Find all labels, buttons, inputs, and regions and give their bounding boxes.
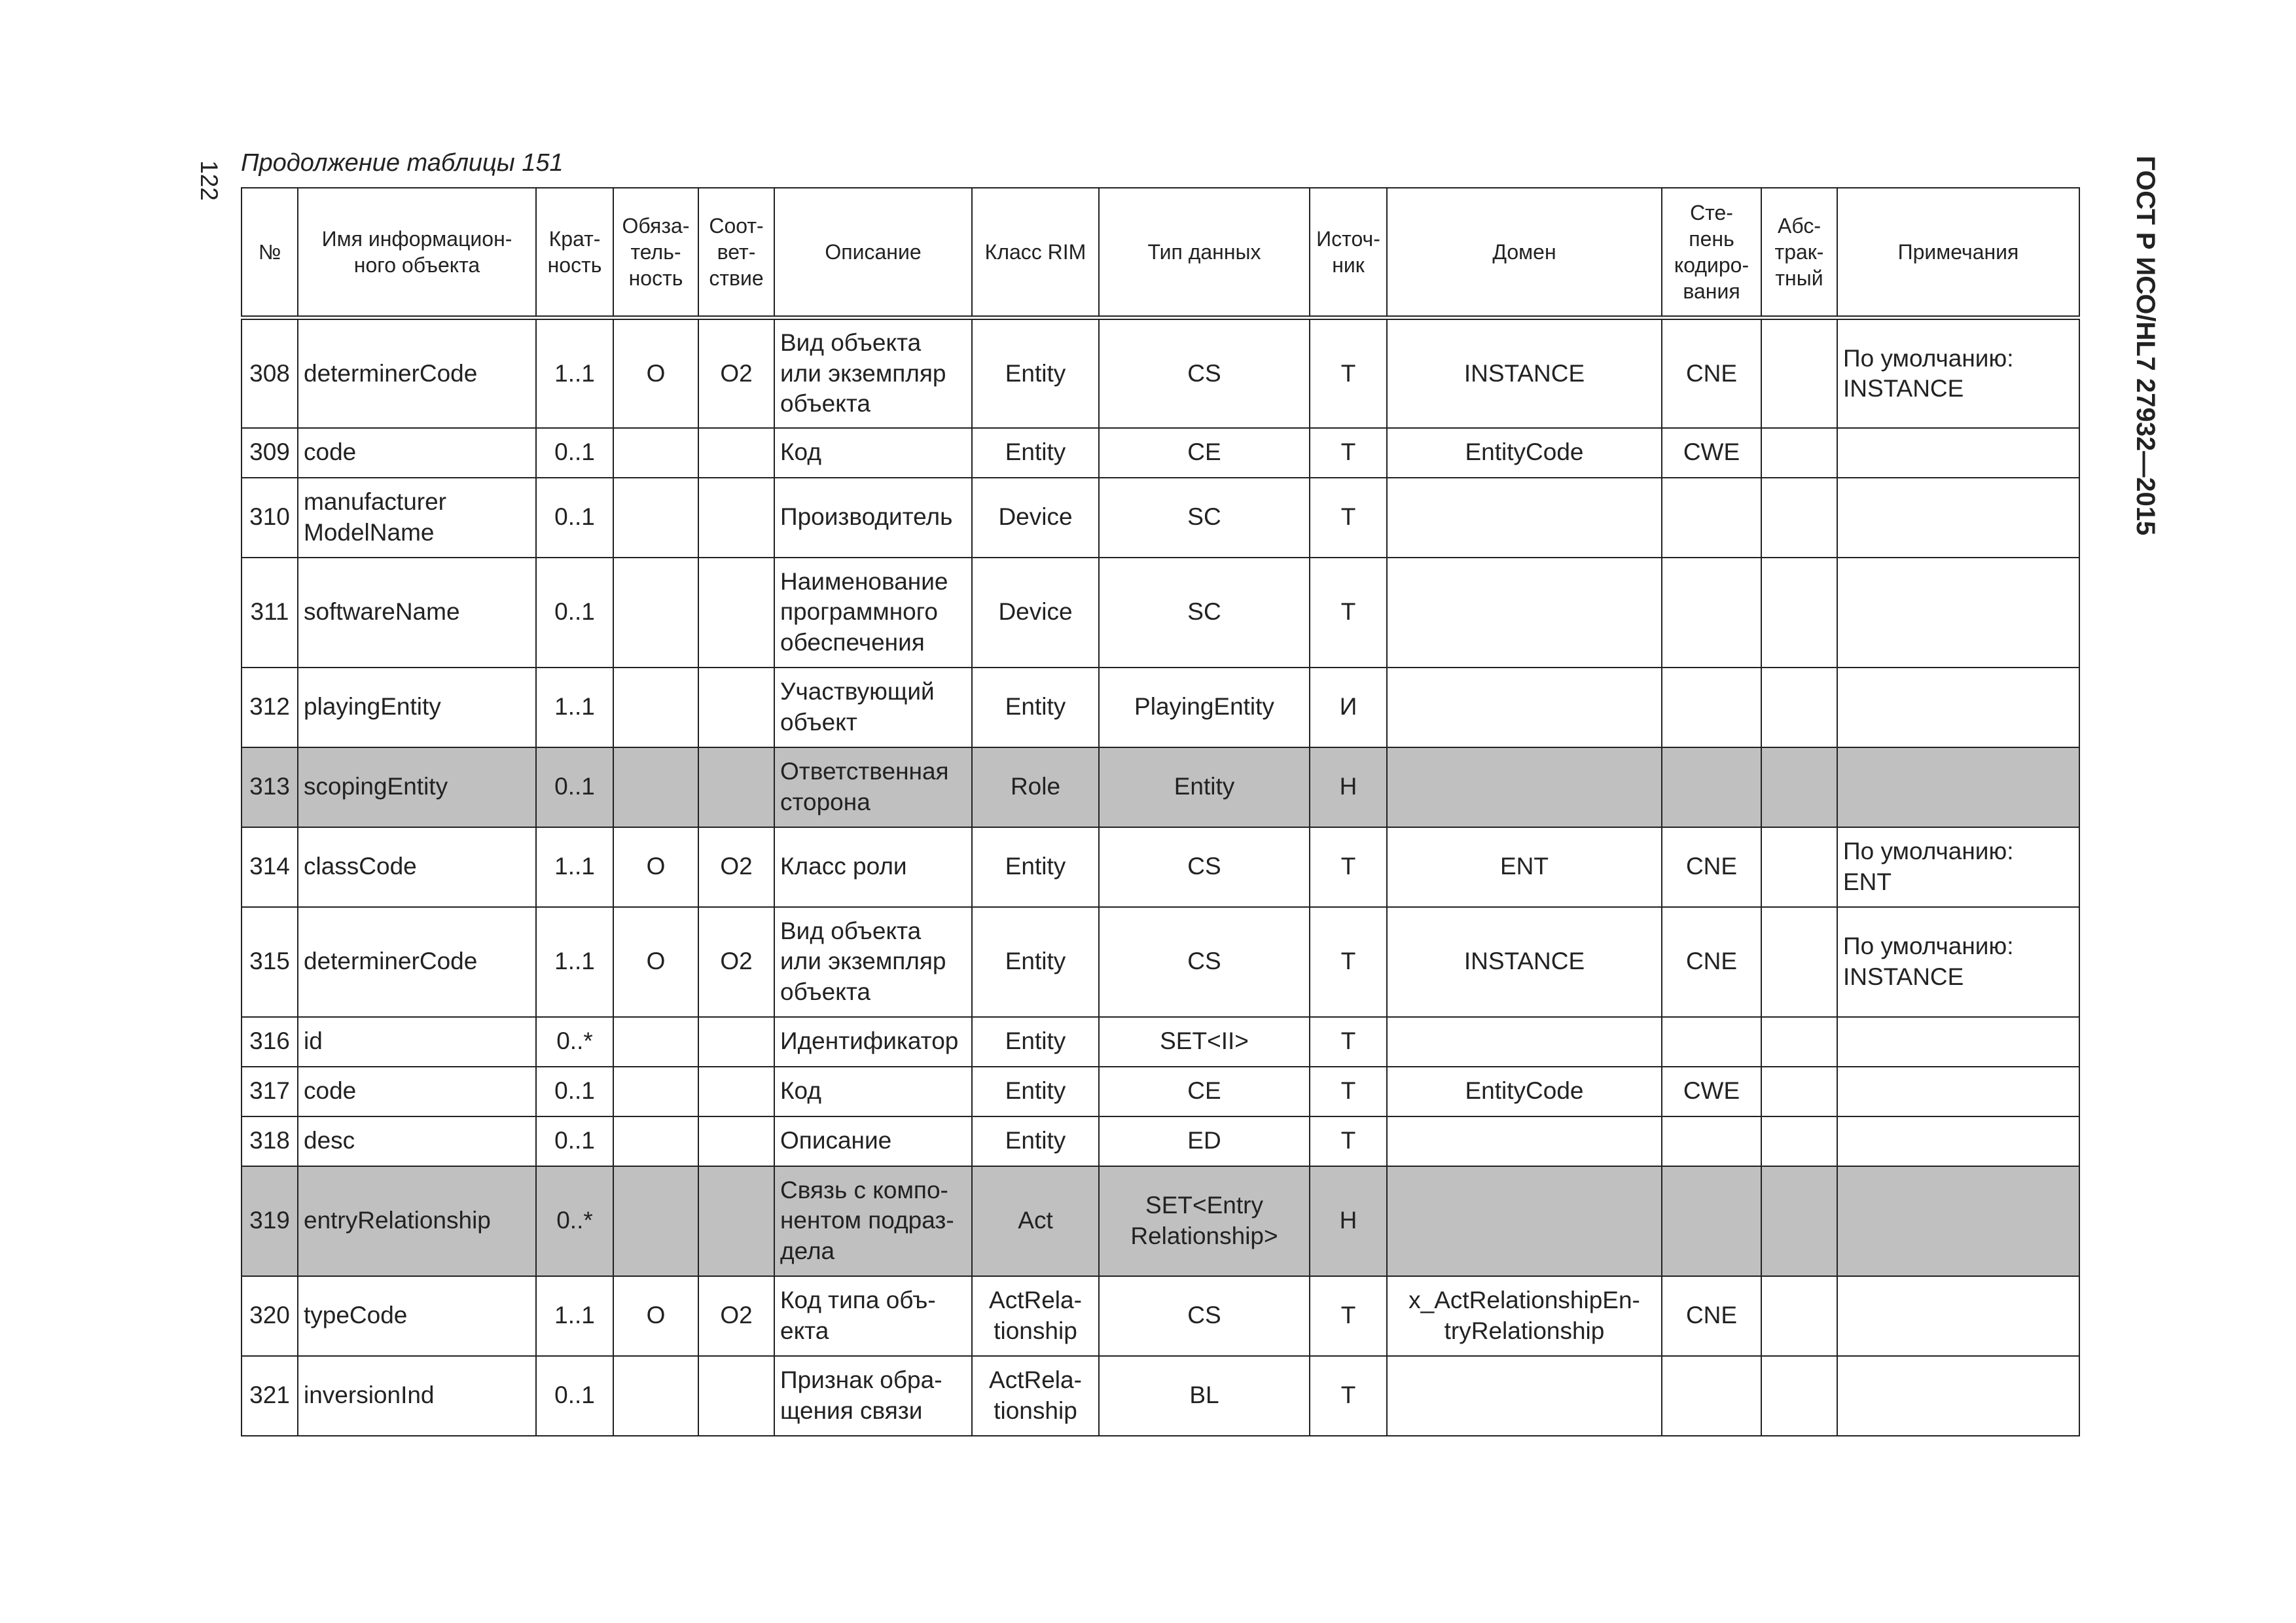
- cell-abstract: [1761, 1276, 1837, 1356]
- cell-rim-class: Entity: [972, 1017, 1099, 1067]
- cell-source: T: [1310, 1356, 1387, 1436]
- cell-source: T: [1310, 1276, 1387, 1356]
- header-rim-class: Класс RIM: [972, 188, 1099, 318]
- cell-domain: INSTANCE: [1387, 318, 1662, 428]
- cell-description: Вид объекта или экземпляр объекта: [774, 318, 972, 428]
- cell-notes: По умолчанию: ENT: [1837, 827, 2079, 907]
- cell-conformance: [698, 1067, 774, 1116]
- cell-domain: x_ActRelationshipEn- tryRelationship: [1387, 1276, 1662, 1356]
- cell-domain: [1387, 1166, 1662, 1276]
- table-row: [242, 907, 2079, 1017]
- cell-rim-class: Device: [972, 478, 1099, 558]
- cell-cardinality: 0..1: [536, 1116, 613, 1166]
- cell-object-name: scopingEntity: [298, 747, 536, 827]
- cell-object-name: softwareName: [298, 558, 536, 668]
- cell-mandatory: [613, 1166, 698, 1276]
- cell-mandatory: [613, 558, 698, 668]
- cell-data-type: ED: [1099, 1116, 1310, 1166]
- cell-source: T: [1310, 1116, 1387, 1166]
- cell-conformance: [698, 1356, 774, 1436]
- cell-object-name: code: [298, 1067, 536, 1116]
- cell-number: 308: [242, 318, 298, 428]
- header-notes: Примечания: [1837, 188, 2079, 318]
- cell-domain: EntityCode: [1387, 428, 1662, 478]
- cell-rim-class: Device: [972, 558, 1099, 668]
- cell-rim-class: Entity: [972, 318, 1099, 428]
- cell-domain: [1387, 668, 1662, 747]
- cell-cardinality: 1..1: [536, 1276, 613, 1356]
- cell-abstract: [1761, 1356, 1837, 1436]
- page-number: 122: [196, 160, 223, 201]
- cell-abstract: [1761, 1166, 1837, 1276]
- cell-coding-strength: [1662, 558, 1761, 668]
- header-object-name: Имя информацион- ного объекта: [298, 188, 536, 318]
- cell-mandatory: [613, 747, 698, 827]
- cell-object-name: typeCode: [298, 1276, 536, 1356]
- cell-abstract: [1761, 478, 1837, 558]
- cell-cardinality: 1..1: [536, 668, 613, 747]
- cell-conformance: O2: [698, 907, 774, 1017]
- cell-description: Производитель: [774, 478, 972, 558]
- cell-domain: [1387, 1116, 1662, 1166]
- cell-notes: По умолчанию: INSTANCE: [1837, 318, 2079, 428]
- cell-rim-class: Entity: [972, 428, 1099, 478]
- cell-object-name: determinerCode: [298, 318, 536, 428]
- cell-rim-class: Entity: [972, 907, 1099, 1017]
- table-row: [242, 1166, 2079, 1276]
- table-header-row: [242, 188, 2079, 318]
- cell-abstract: [1761, 1116, 1837, 1166]
- cell-rim-class: Act: [972, 1166, 1099, 1276]
- cell-data-type: CS: [1099, 318, 1310, 428]
- cell-source: T: [1310, 1067, 1387, 1116]
- cell-source: T: [1310, 318, 1387, 428]
- header-domain: Домен: [1387, 188, 1662, 318]
- cell-abstract: [1761, 668, 1837, 747]
- cell-coding-strength: [1662, 668, 1761, 747]
- cell-notes: [1837, 558, 2079, 668]
- cell-cardinality: 0..1: [536, 747, 613, 827]
- table-row: [242, 1116, 2079, 1166]
- cell-description: Идентификатор: [774, 1017, 972, 1067]
- cell-mandatory: O: [613, 907, 698, 1017]
- cell-data-type: BL: [1099, 1356, 1310, 1436]
- cell-conformance: O2: [698, 827, 774, 907]
- cell-number: 316: [242, 1017, 298, 1067]
- cell-mandatory: O: [613, 318, 698, 428]
- cell-object-name: determinerCode: [298, 907, 536, 1017]
- cell-mandatory: O: [613, 827, 698, 907]
- cell-mandatory: [613, 478, 698, 558]
- cell-object-name: classCode: [298, 827, 536, 907]
- cell-conformance: [698, 478, 774, 558]
- header-conformance: Соот- вет- ствие: [698, 188, 774, 318]
- cell-mandatory: [613, 668, 698, 747]
- cell-source: T: [1310, 1017, 1387, 1067]
- cell-notes: [1837, 668, 2079, 747]
- cell-coding-strength: [1662, 747, 1761, 827]
- cell-conformance: [698, 428, 774, 478]
- cell-description: Связь с компо- нентом подраз- дела: [774, 1166, 972, 1276]
- cell-data-type: SC: [1099, 478, 1310, 558]
- header-number: №: [242, 188, 298, 318]
- cell-number: 317: [242, 1067, 298, 1116]
- cell-domain: [1387, 558, 1662, 668]
- cell-cardinality: 1..1: [536, 318, 613, 428]
- cell-description: Наименование программного обеспечения: [774, 558, 972, 668]
- cell-object-name: desc: [298, 1116, 536, 1166]
- cell-data-type: SET<II>: [1099, 1017, 1310, 1067]
- cell-source: T: [1310, 428, 1387, 478]
- cell-mandatory: O: [613, 1276, 698, 1356]
- table-row: [242, 558, 2079, 668]
- cell-coding-strength: [1662, 1017, 1761, 1067]
- cell-conformance: O2: [698, 318, 774, 428]
- cell-data-type: CS: [1099, 827, 1310, 907]
- cell-mandatory: [613, 428, 698, 478]
- cell-notes: [1837, 1116, 2079, 1166]
- cell-cardinality: 0..1: [536, 1067, 613, 1116]
- cell-coding-strength: CWE: [1662, 1067, 1761, 1116]
- header-abstract: Абс- трак- тный: [1761, 188, 1837, 318]
- cell-rim-class: Entity: [972, 1067, 1099, 1116]
- cell-description: Класс роли: [774, 827, 972, 907]
- cell-abstract: [1761, 827, 1837, 907]
- cell-data-type: Entity: [1099, 747, 1310, 827]
- cell-conformance: O2: [698, 1276, 774, 1356]
- header-coding-strength: Сте- пень кодиро- вания: [1662, 188, 1761, 318]
- cell-conformance: [698, 747, 774, 827]
- cell-number: 315: [242, 907, 298, 1017]
- cell-rim-class: Entity: [972, 827, 1099, 907]
- cell-description: Код: [774, 1067, 972, 1116]
- table-row: [242, 668, 2079, 747]
- cell-data-type: CS: [1099, 907, 1310, 1017]
- cell-mandatory: [613, 1116, 698, 1166]
- cell-description: Ответственная сторона: [774, 747, 972, 827]
- cell-object-name: manufacturer ModelName: [298, 478, 536, 558]
- cell-description: Вид объекта или экземпляр объекта: [774, 907, 972, 1017]
- header-mandatory: Обяза- тель- ность: [613, 188, 698, 318]
- table-row: [242, 478, 2079, 558]
- cell-object-name: inversionInd: [298, 1356, 536, 1436]
- cell-number: 321: [242, 1356, 298, 1436]
- cell-abstract: [1761, 558, 1837, 668]
- cell-number: 309: [242, 428, 298, 478]
- cell-cardinality: 0..1: [536, 1356, 613, 1436]
- cell-description: Код: [774, 428, 972, 478]
- cell-notes: [1837, 1276, 2079, 1356]
- cell-number: 314: [242, 827, 298, 907]
- cell-conformance: [698, 1116, 774, 1166]
- cell-source: T: [1310, 907, 1387, 1017]
- cell-data-type: CE: [1099, 428, 1310, 478]
- cell-conformance: [698, 1166, 774, 1276]
- cell-domain: EntityCode: [1387, 1067, 1662, 1116]
- cell-domain: [1387, 1017, 1662, 1067]
- cell-cardinality: 0..1: [536, 428, 613, 478]
- table-row: [242, 1017, 2079, 1067]
- cell-data-type: SET<Entry Relationship>: [1099, 1166, 1310, 1276]
- cell-source: H: [1310, 747, 1387, 827]
- cell-number: 313: [242, 747, 298, 827]
- cell-notes: [1837, 1166, 2079, 1276]
- cell-object-name: playingEntity: [298, 668, 536, 747]
- cell-coding-strength: CNE: [1662, 827, 1761, 907]
- cell-cardinality: 0..*: [536, 1017, 613, 1067]
- cell-data-type: CS: [1099, 1276, 1310, 1356]
- cell-source: H: [1310, 1166, 1387, 1276]
- cell-rim-class: Role: [972, 747, 1099, 827]
- cell-domain: INSTANCE: [1387, 907, 1662, 1017]
- cell-conformance: [698, 668, 774, 747]
- data-table: [241, 187, 2080, 1436]
- table-row: [242, 428, 2079, 478]
- cell-notes: [1837, 747, 2079, 827]
- cell-abstract: [1761, 428, 1837, 478]
- cell-coding-strength: [1662, 1356, 1761, 1436]
- header-cardinality: Крат- ность: [536, 188, 613, 318]
- cell-object-name: entryRelationship: [298, 1166, 536, 1276]
- table-row: [242, 1276, 2079, 1356]
- cell-conformance: [698, 1017, 774, 1067]
- cell-description: Участвующий объект: [774, 668, 972, 747]
- table-row: [242, 827, 2079, 907]
- header-description: Описание: [774, 188, 972, 318]
- cell-notes: [1837, 1017, 2079, 1067]
- cell-number: 320: [242, 1276, 298, 1356]
- cell-abstract: [1761, 1017, 1837, 1067]
- header-source: Источ- ник: [1310, 188, 1387, 318]
- cell-source: И: [1310, 668, 1387, 747]
- cell-description: Код типа объ- екта: [774, 1276, 972, 1356]
- cell-object-name: id: [298, 1017, 536, 1067]
- cell-rim-class: Entity: [972, 1116, 1099, 1166]
- cell-rim-class: Entity: [972, 668, 1099, 747]
- cell-abstract: [1761, 747, 1837, 827]
- cell-notes: [1837, 428, 2079, 478]
- cell-source: T: [1310, 827, 1387, 907]
- table-row: [242, 1067, 2079, 1116]
- cell-abstract: [1761, 318, 1837, 428]
- cell-notes: [1837, 478, 2079, 558]
- table-row: [242, 1356, 2079, 1436]
- cell-data-type: SC: [1099, 558, 1310, 668]
- cell-coding-strength: CNE: [1662, 907, 1761, 1017]
- cell-rim-class: ActRela- tionship: [972, 1276, 1099, 1356]
- cell-description: Признак обра- щения связи: [774, 1356, 972, 1436]
- cell-domain: [1387, 478, 1662, 558]
- cell-cardinality: 1..1: [536, 827, 613, 907]
- cell-conformance: [698, 558, 774, 668]
- table-row: [242, 747, 2079, 827]
- table-caption: Продолжение таблицы 151: [241, 149, 564, 177]
- header-data-type: Тип данных: [1099, 188, 1310, 318]
- cell-number: 310: [242, 478, 298, 558]
- cell-domain: [1387, 1356, 1662, 1436]
- cell-cardinality: 0..*: [536, 1166, 613, 1276]
- table-row: [242, 318, 2079, 428]
- cell-cardinality: 1..1: [536, 907, 613, 1017]
- cell-object-name: code: [298, 428, 536, 478]
- cell-source: T: [1310, 478, 1387, 558]
- cell-number: 318: [242, 1116, 298, 1166]
- cell-cardinality: 0..1: [536, 478, 613, 558]
- cell-abstract: [1761, 907, 1837, 1017]
- cell-mandatory: [613, 1356, 698, 1436]
- cell-domain: [1387, 747, 1662, 827]
- cell-data-type: CE: [1099, 1067, 1310, 1116]
- cell-abstract: [1761, 1067, 1837, 1116]
- cell-data-type: PlayingEntity: [1099, 668, 1310, 747]
- cell-rim-class: ActRela- tionship: [972, 1356, 1099, 1436]
- cell-notes: По умолчанию: INSTANCE: [1837, 907, 2079, 1017]
- standard-label: ГОСТ Р ИСО/HL7 27932—2015: [2131, 156, 2160, 536]
- cell-description: Описание: [774, 1116, 972, 1166]
- cell-coding-strength: [1662, 1116, 1761, 1166]
- cell-notes: [1837, 1067, 2079, 1116]
- cell-number: 319: [242, 1166, 298, 1276]
- cell-coding-strength: [1662, 478, 1761, 558]
- cell-number: 312: [242, 668, 298, 747]
- cell-mandatory: [613, 1067, 698, 1116]
- cell-coding-strength: CWE: [1662, 428, 1761, 478]
- cell-coding-strength: [1662, 1166, 1761, 1276]
- cell-notes: [1837, 1356, 2079, 1436]
- cell-source: T: [1310, 558, 1387, 668]
- cell-cardinality: 0..1: [536, 558, 613, 668]
- cell-domain: ENT: [1387, 827, 1662, 907]
- cell-coding-strength: CNE: [1662, 1276, 1761, 1356]
- cell-mandatory: [613, 1017, 698, 1067]
- cell-number: 311: [242, 558, 298, 668]
- cell-coding-strength: CNE: [1662, 318, 1761, 428]
